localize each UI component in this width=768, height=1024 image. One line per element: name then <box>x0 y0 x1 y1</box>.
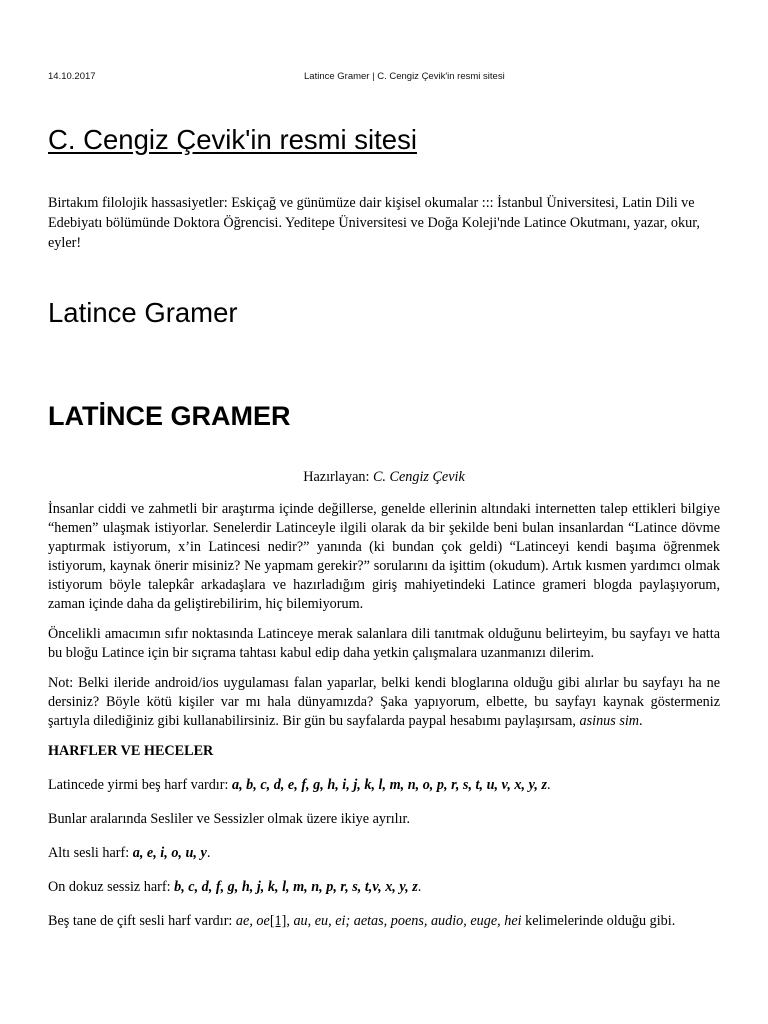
footnote-link[interactable]: [1] <box>269 913 287 929</box>
diph-rest: , au, eu, ei; aetas, poens, audio, euge, hei <box>286 913 522 929</box>
author-label: Hazırlayan: <box>303 469 373 485</box>
consonants-end: . <box>417 879 422 895</box>
alphabet-letters: a, b, c, d, e, f, g, h, i, j, k, l, m, n, o, p, r, s, t, u, v, x, y, z <box>231 777 547 793</box>
author-line <box>48 468 720 487</box>
post-heading: LATİNCE GRAMER <box>48 401 291 431</box>
vowels-letters: a, e, i, o, u, y <box>132 845 207 861</box>
print-page-title: Latince Gramer | C. Cengiz Çevik'in resmi sitesi <box>304 71 505 82</box>
diph-first: ae, oe <box>235 913 270 929</box>
page-heading: Latince Gramer <box>48 297 238 328</box>
note-paragraph <box>48 674 720 731</box>
author-name: C. Cengiz Çevik <box>372 469 465 485</box>
section-title: HARFLER VE HECELER <box>48 743 214 759</box>
vowels-label: Altı sesli harf: <box>48 845 133 861</box>
intro-paragraph: İnsanlar ciddi ve zahmetli bir araştırma içinde değillerse, genelde ellerinin altındaki internetten talep ettikleri bilgiye “hemen” ulaşmak istiyorlar. Senelerdir Latinceyle ilgili olarak da bir şekilde beni bulan insanlardan “Latince dövme yaptırmak istiyorum, x’in Latincesi nedir?” yanında (ki bundan çok geldi) “Latinceyi kendi başıma öğrenmek istiyorum, kaynak önerir misiniz? Ne yapmam gerekir?” sorularını da işittim (okudum). Artık kısmen yardımcı olmak istiyorum böyle talepkâr arkadaşlara ve hazırladığım giriş mahiyetindeki Latince grameri blogda paylaşıyorum, zaman içinde daha da geliştirebilirim, hiç bilemiyorum. <box>48 501 720 612</box>
vowels-end: . <box>206 845 211 861</box>
note-italic: asinus sim <box>579 713 640 729</box>
alphabet-label: Latincede yirmi beş harf vardır: <box>48 777 232 793</box>
alphabet-line <box>48 776 720 795</box>
purpose-paragraph: Öncelikli amacımın sıfır noktasında Latinceye merak salanlara dili tanıtmak olduğunu belirteyim, bu sayfayı ve hatta bu bloğu Latince için bir sıçrama tahtası kabul edip daha yetkin çalışmalara uzanmanızı dilerim. <box>48 626 720 661</box>
diphthongs-line <box>48 912 720 931</box>
note-end: . <box>639 713 643 729</box>
site-description: Birtakım filolojik hassasiyetler: Eskiçağ ve günümüze dair kişisel okumalar ::: İstanbul Üniversitesi, Latin Dili ve Edebiyatı bölümünde Doktora Öğrencisi. Yeditepe Üniversitesi ve Doğa Koleji'nde Latince Okutmanı, yazar, okur, eyler! <box>48 195 700 251</box>
groups-line: Bunlar aralarında Sesliler ve Sessizler olmak üzere ikiye ayrılır. <box>48 811 411 827</box>
diph-label: Beş tane de çift sesli harf vardır: <box>48 913 236 929</box>
post-content <box>48 468 720 942</box>
consonants-letters: b, c, d, f, g, h, j, k, l, m, n, p, r, s, t,v, x, y, z <box>174 879 418 895</box>
consonants-label: On dokuz sessiz harf: <box>48 879 175 895</box>
consonants-line <box>48 878 720 897</box>
note-text: Not: Belki ileride android/ios uygulaması falan yaparlar, belki kendi bloglarına olduğu gibi alırlar bu sayfayı ha ne dersiniz? Böyle kötü kişiler var mı hala dünyamızda? Şaka yapıyorum, elbette, bu sayfayı kaynak göstermeniz şartıyla dilediğiniz gibi kullanabilirsiniz. Bir gün bu sayfalarda paypal hesabımı paylaşırsam, <box>48 675 720 729</box>
site-title-link[interactable]: C. Cengiz Çevik'in resmi sitesi <box>48 124 417 155</box>
alphabet-end: . <box>547 777 551 793</box>
diph-end: kelimelerinde olduğu gibi. <box>521 913 676 929</box>
print-date: 14.10.2017 <box>48 71 96 82</box>
vowels-line <box>48 844 720 863</box>
